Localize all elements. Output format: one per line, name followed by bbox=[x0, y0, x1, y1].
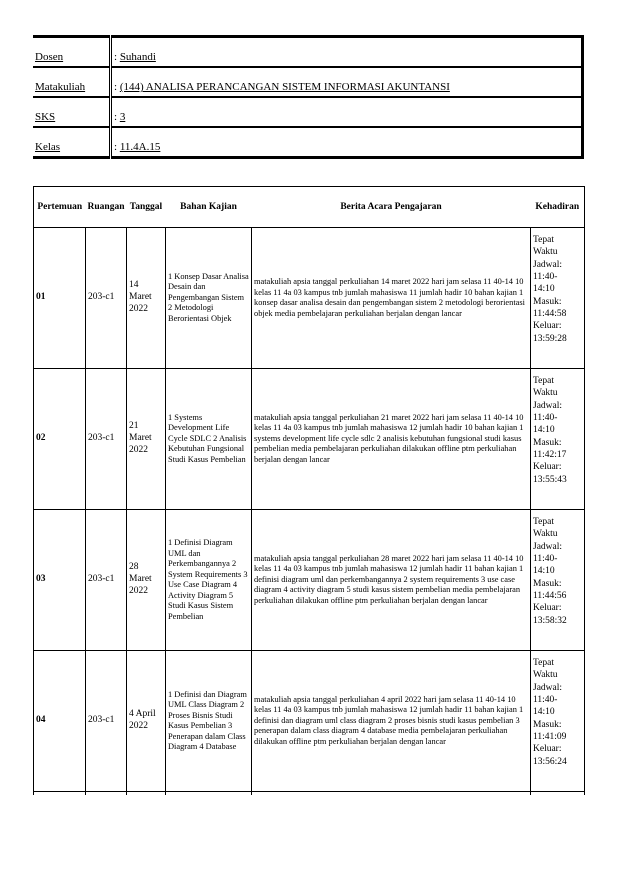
attendance-line: 11:40- bbox=[533, 695, 558, 706]
cell-ruangan: 203-c1 bbox=[86, 651, 127, 792]
table-row bbox=[34, 228, 585, 369]
attendance-line: 14:10 bbox=[533, 566, 555, 577]
cell-berita-acara: matakuliah apsia tanggal perkuliahan 14 maret 2022 hari jam selasa 11 40-14 10 kelas 11 4a 03 kampus tnb jumlah mahasiswa 11 jumlah hadir 10 bahan kajian 1 konsep dasar analisa desain dan pengembangan sistem 2 metodologi berorientasi objek media pembelajaran perkuliahan berjalan dengan lancar bbox=[252, 228, 531, 369]
info-value-cell bbox=[111, 37, 583, 68]
info-value: Suhandi bbox=[119, 51, 156, 63]
continuation-cell bbox=[86, 792, 127, 796]
attendance-line: Waktu bbox=[533, 247, 558, 258]
info-row bbox=[33, 37, 583, 68]
cell-kehadiran bbox=[531, 651, 585, 792]
header-tanggal: Tanggal bbox=[127, 187, 166, 228]
info-value-cell bbox=[111, 127, 583, 158]
attendance-line: Masuk: bbox=[533, 578, 562, 589]
continuation-cell bbox=[531, 792, 585, 796]
info-value: 11.4A.15 bbox=[119, 141, 161, 153]
info-separator: : bbox=[114, 51, 118, 63]
header-berita-acara: Berita Acara Pengajaran bbox=[252, 187, 531, 228]
course-info-table bbox=[33, 35, 584, 159]
cell-pertemuan: 01 bbox=[34, 228, 86, 369]
attendance-line: 13:56:24 bbox=[533, 756, 567, 767]
info-value: 3 bbox=[119, 111, 126, 123]
cell-bahan-kajian: 1 Definisi Diagram UML dan Perkembangannya 2 System Requirements 3 Use Case Diagram 4 Activity Diagram 5 Studi Kasus Sistem Pembelian bbox=[166, 510, 252, 651]
cell-berita-acara: matakuliah apsia tanggal perkuliahan 21 maret 2022 hari jam selasa 11 40-14 10 kelas 11 4a 03 kampus tnb jumlah mahasiswa 12 jumlah hadir 10 bahan kajian 1 systems development life cycle sdlc 2 analisis kebutuhan fungsional studi kasus pembelian media pembelajaran perkuliahan dilakukan offline ptm perkuliahan berjalan dengan lancar bbox=[252, 369, 531, 510]
cell-ruangan: 203-c1 bbox=[86, 369, 127, 510]
header-pertemuan: Pertemuan bbox=[34, 187, 86, 228]
teaching-record-table bbox=[33, 186, 585, 795]
cell-pertemuan: 04 bbox=[34, 651, 86, 792]
info-separator: : bbox=[114, 111, 118, 123]
continuation-cell bbox=[166, 792, 252, 796]
cell-kehadiran bbox=[531, 369, 585, 510]
header-bahan-kajian: Bahan Kajian bbox=[166, 187, 252, 228]
attendance-line: Masuk: bbox=[533, 296, 562, 307]
attendance-line: 11:40- bbox=[533, 272, 558, 283]
cell-tanggal: 14 Maret 2022 bbox=[127, 228, 166, 369]
info-separator: : bbox=[114, 141, 118, 153]
attendance-line: Tepat bbox=[533, 376, 554, 386]
cell-kehadiran bbox=[531, 228, 585, 369]
info-value: (144) ANALISA PERANCANGAN SISTEM INFORMASI AKUNTANSI bbox=[119, 81, 450, 93]
attendance-line: Jadwal: bbox=[533, 541, 563, 552]
info-row bbox=[33, 67, 583, 97]
attendance-line: 13:58:32 bbox=[533, 615, 567, 626]
attendance-line: 11:44:58 bbox=[533, 309, 567, 320]
attendance-line: 11:41:09 bbox=[533, 732, 567, 743]
cell-ruangan: 203-c1 bbox=[86, 228, 127, 369]
attendance-line: 13:59:28 bbox=[533, 333, 567, 344]
info-value-cell bbox=[111, 67, 583, 97]
info-row bbox=[33, 127, 583, 158]
attendance-line: Jadwal: bbox=[533, 400, 563, 411]
cell-bahan-kajian: 1 Systems Development Life Cycle SDLC 2 Analisis Kebutuhan Fungsional Studi Kasus Pembelian bbox=[166, 369, 252, 510]
cell-tanggal: 4 April 2022 bbox=[127, 651, 166, 792]
header-ruangan: Ruangan bbox=[86, 187, 127, 228]
cell-tanggal: 21 Maret 2022 bbox=[127, 369, 166, 510]
cell-berita-acara: matakuliah apsia tanggal perkuliahan 4 april 2022 hari jam selasa 11 40-14 10 kelas 11 4a 03 kampus tnb jumlah mahasiswa 12 jumlah hadir 11 bahan kajian 1 definisi dan diagram uml class diagram 2 proses bisnis studi kasus pembelian 3 penerapan dalam class diagram 4 database media pembelajaran perkuliahan dilakukan offline ptm perkuliahan berjalan dengan lancar bbox=[252, 651, 531, 792]
attendance-line: Waktu bbox=[533, 670, 558, 681]
header-kehadiran: Kehadiran bbox=[531, 187, 585, 228]
table-header-row bbox=[34, 187, 585, 228]
info-label: Matakuliah bbox=[33, 67, 111, 97]
attendance-line: Keluar: bbox=[533, 462, 562, 473]
info-row bbox=[33, 97, 583, 127]
attendance-line: Tepat bbox=[533, 235, 554, 245]
attendance-line: Waktu bbox=[533, 529, 558, 540]
continuation-cell bbox=[34, 792, 86, 796]
info-value-cell bbox=[111, 97, 583, 127]
cell-ruangan: 203-c1 bbox=[86, 510, 127, 651]
table-row bbox=[34, 651, 585, 792]
attendance-line: 13:55:43 bbox=[533, 474, 567, 485]
attendance-line: Jadwal: bbox=[533, 259, 563, 270]
continuation-cell bbox=[252, 792, 531, 796]
cell-bahan-kajian: 1 Definisi dan Diagram UML Class Diagram 2 Proses Bisnis Studi Kasus Pembelian 3 Penerapan dalam Class Diagram 4 Database bbox=[166, 651, 252, 792]
attendance-line: 11:44:56 bbox=[533, 591, 567, 602]
info-label: Kelas bbox=[35, 141, 61, 153]
attendance-line: Masuk: bbox=[533, 437, 562, 448]
table-continuation bbox=[34, 792, 585, 796]
cell-tanggal: 28 Maret 2022 bbox=[127, 510, 166, 651]
attendance-line: 11:40- bbox=[533, 554, 558, 565]
attendance-line: 11:42:17 bbox=[533, 450, 567, 461]
attendance-line: Tepat bbox=[533, 517, 554, 527]
attendance-line: 14:10 bbox=[533, 707, 555, 718]
attendance-line: 14:10 bbox=[533, 425, 555, 436]
cell-pertemuan: 03 bbox=[34, 510, 86, 651]
info-separator: : bbox=[114, 81, 118, 93]
attendance-line: Keluar: bbox=[533, 744, 562, 755]
cell-pertemuan: 02 bbox=[34, 369, 86, 510]
attendance-line: Keluar: bbox=[533, 321, 562, 332]
attendance-line: Keluar: bbox=[533, 603, 562, 614]
attendance-line: 14:10 bbox=[533, 284, 555, 295]
info-label: SKS bbox=[33, 97, 111, 127]
table-row bbox=[34, 369, 585, 510]
attendance-line: Jadwal: bbox=[533, 682, 563, 693]
attendance-line: Tepat bbox=[533, 658, 554, 668]
info-label: Dosen bbox=[33, 37, 111, 68]
cell-kehadiran bbox=[531, 510, 585, 651]
attendance-line: 11:40- bbox=[533, 413, 558, 424]
table-row bbox=[34, 510, 585, 651]
cell-berita-acara: matakuliah apsia tanggal perkuliahan 28 maret 2022 hari jam selasa 11 40-14 10 kelas 11 4a 03 kampus tnb jumlah mahasiswa 12 jumlah hadir 11 bahan kajian 1 definisi diagram uml dan perkembangannya 2 system requirements 3 use case diagram 4 activity diagram 5 studi kasus sistem pembelian media pembelajaran perkuliahan dilakukan offline ptm perkuliahan berjalan dengan lancar bbox=[252, 510, 531, 651]
attendance-line: Masuk: bbox=[533, 719, 562, 730]
attendance-line: Waktu bbox=[533, 388, 558, 399]
cell-bahan-kajian: 1 Konsep Dasar Analisa Desain dan Pengembangan Sistem 2 Metodologi Berorientasi Objek bbox=[166, 228, 252, 369]
continuation-cell bbox=[127, 792, 166, 796]
